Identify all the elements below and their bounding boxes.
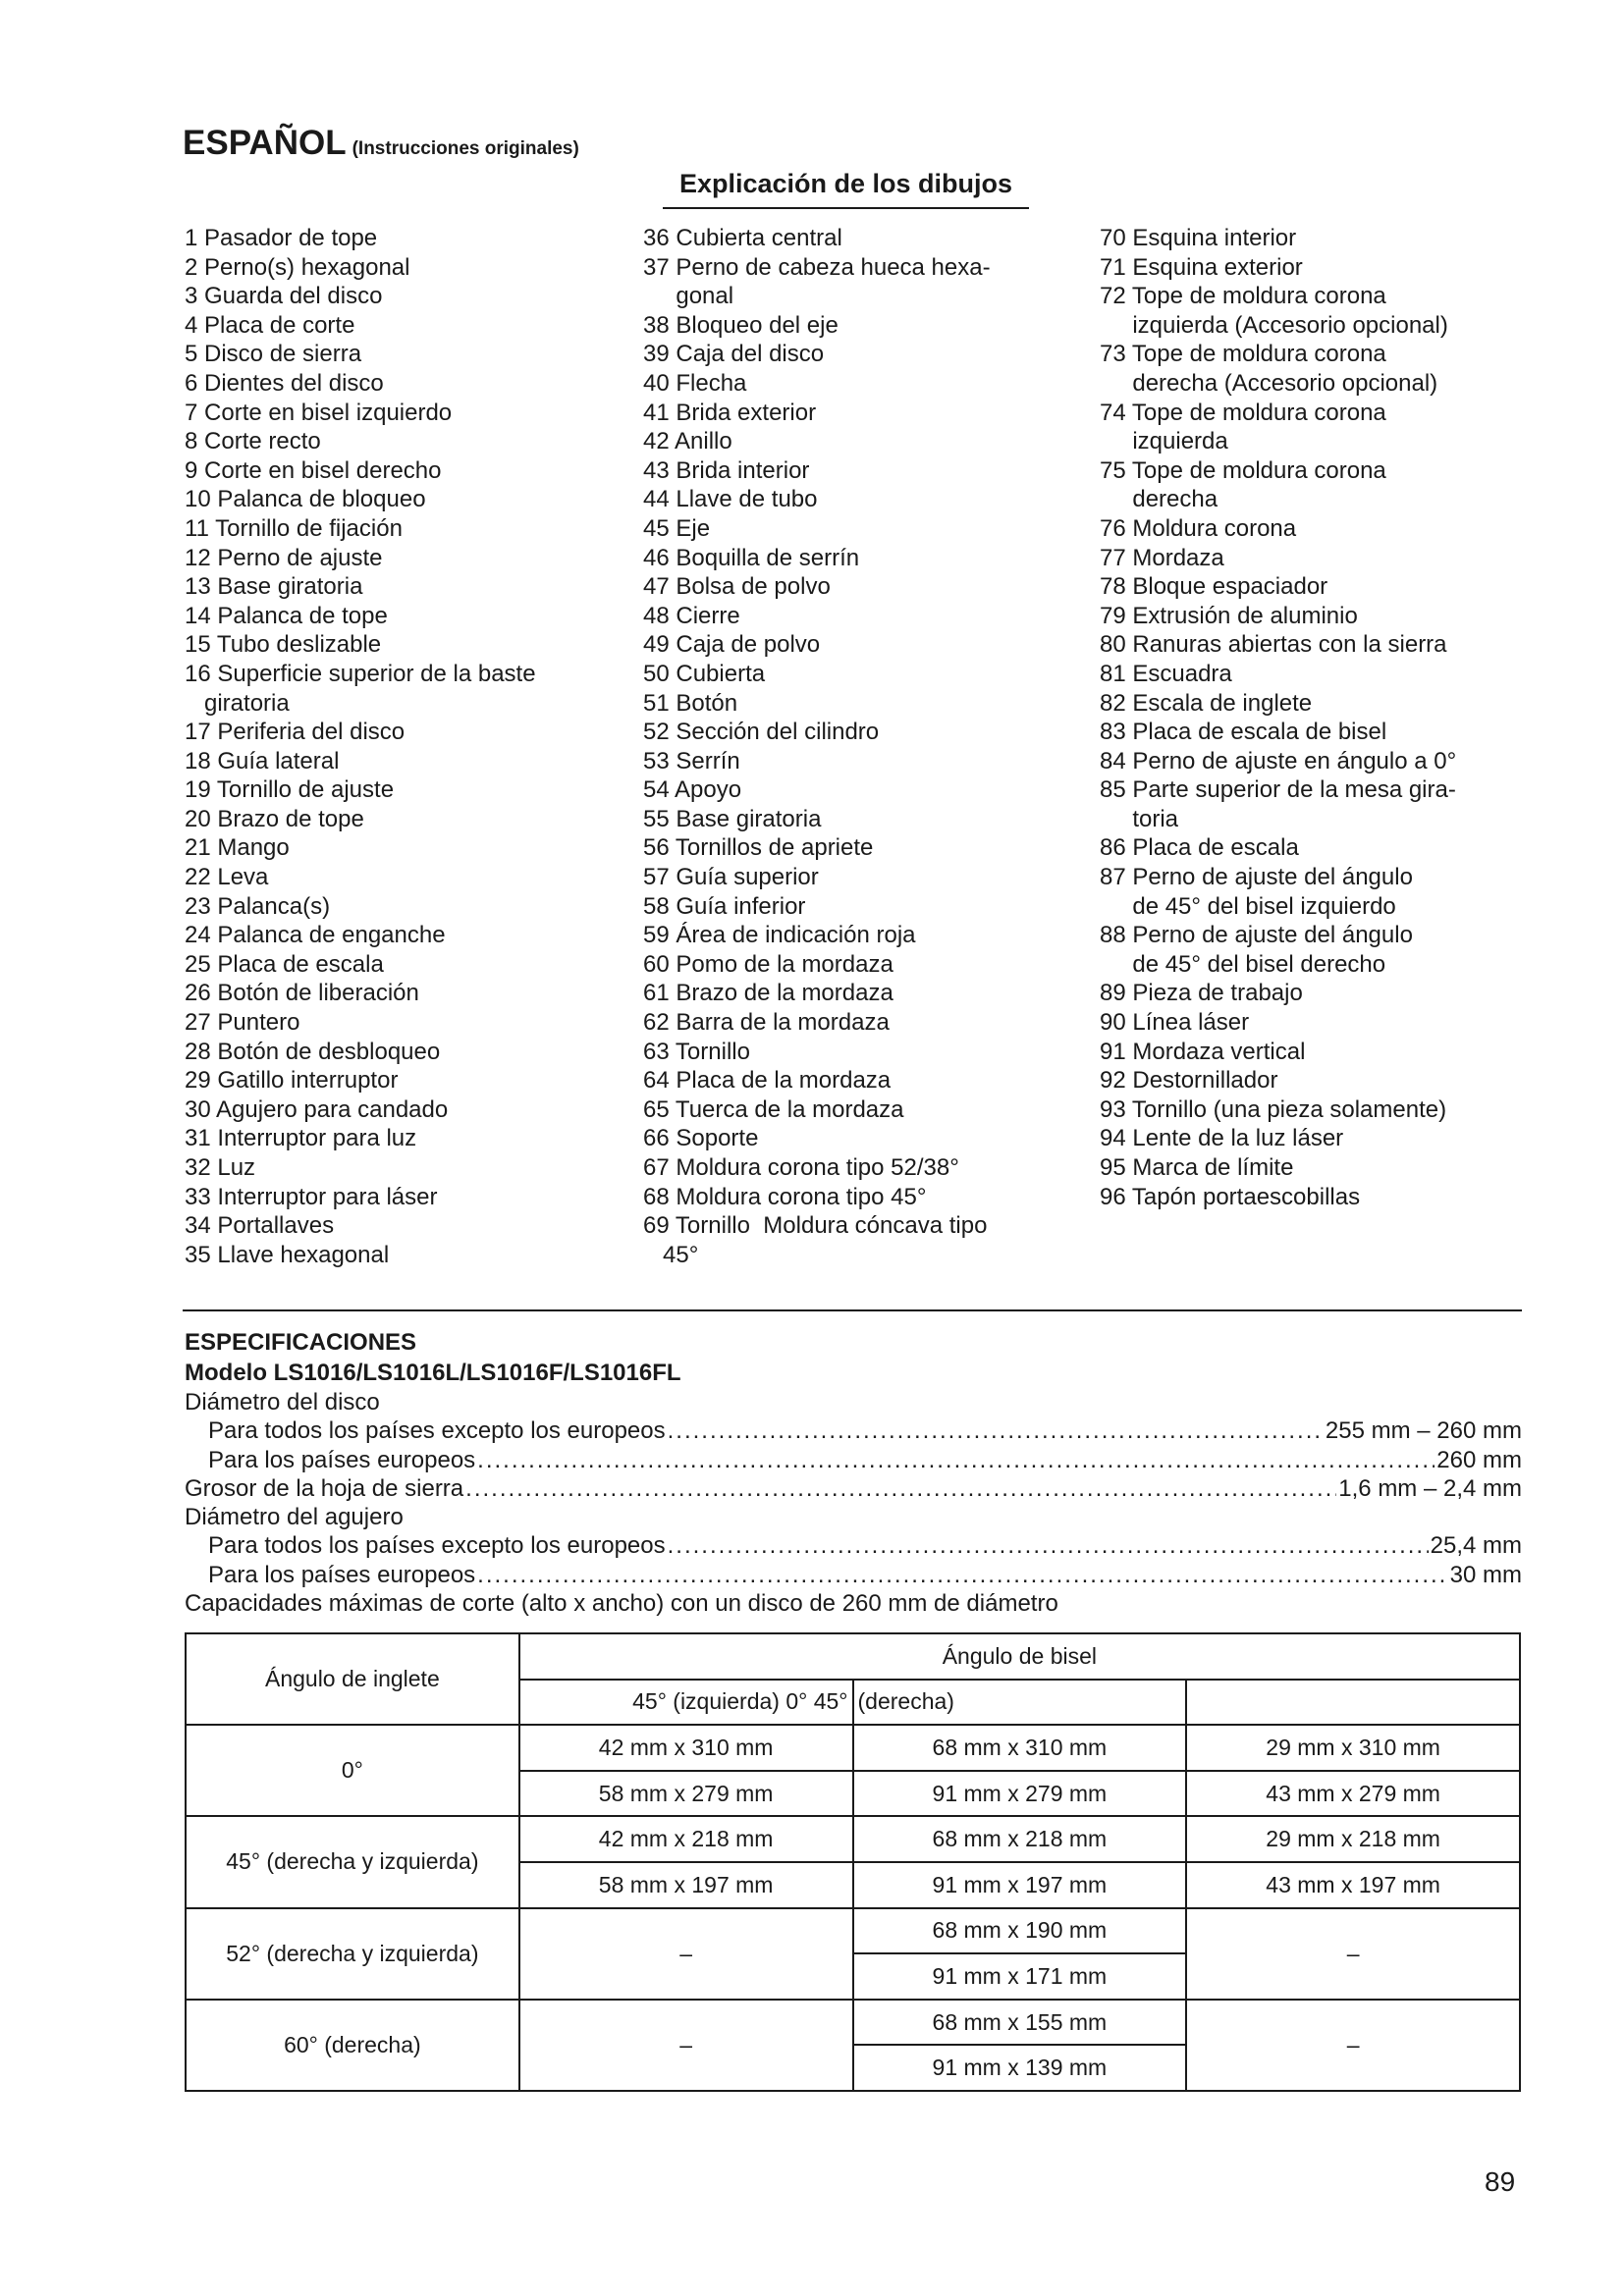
legend-item: 91 Mordaza vertical [1100, 1038, 1306, 1065]
legend-item: 65 Tuerca de la mordaza [643, 1095, 904, 1123]
miter-angle: 60° (derecha) [186, 2000, 519, 2091]
miter-angle: 45° (derecha y izquierda) [186, 1816, 519, 1907]
table-cell: 68 mm x 310 mm [853, 1725, 1187, 1771]
legend-item: 3 Guarda del disco [185, 283, 383, 310]
legend-item: 6 Dientes del disco [185, 369, 384, 397]
spec-label: Para todos los países excepto los europeos [208, 1532, 666, 1560]
legend-item: 38 Bloqueo del eje [643, 311, 839, 339]
spec-label: Para los países europeos [208, 1446, 476, 1473]
legend-item: 90 Línea láser [1100, 1009, 1250, 1037]
legend-item: 73 Tope de moldura corona [1100, 341, 1386, 368]
legend-item: 40 Flecha [643, 369, 747, 397]
legend-item: 33 Interruptor para láser [185, 1183, 438, 1210]
miter-angle: 0° [186, 1725, 519, 1816]
table-cell: 91 mm x 139 mm [853, 2045, 1187, 2091]
spec-value: 255 mm – 260 mm [1325, 1417, 1522, 1445]
legend-item: 83 Placa de escala de bisel [1100, 719, 1387, 746]
table-cell: 68 mm x 218 mm [853, 1816, 1187, 1862]
legend-item: 74 Tope de moldura corona [1100, 399, 1386, 426]
bevel-header: Ángulo de bisel [519, 1633, 1520, 1680]
legend-item: 1 Pasador de tope [185, 225, 378, 251]
legend-item: 15 Tubo deslizable [185, 631, 382, 659]
legend-item: 55 Base giratoria [643, 805, 822, 832]
legend-item: 4 Placa de corte [185, 311, 355, 339]
legend-item: 81 Escuadra [1100, 660, 1232, 687]
spec-value: 260 mm [1436, 1446, 1522, 1473]
hole-diameter-label: Diámetro del agujero [185, 1504, 404, 1531]
legend-item: 68 Moldura corona tipo 45° [643, 1183, 927, 1210]
legend-item: 9 Corte en bisel derecho [185, 456, 442, 484]
page-number: 89 [1485, 2166, 1516, 2197]
bevel-subheader-empty [1186, 1680, 1520, 1726]
legend-item: 80 Ranuras abiertas con la sierra [1100, 631, 1447, 659]
legend-item: 11 Tornillo de fijación [185, 514, 403, 542]
spec-row [185, 1531, 1522, 1560]
table-cell: 91 mm x 197 mm [853, 1862, 1187, 1908]
bevel-subheader-b: (derecha) [853, 1680, 1187, 1726]
legend-item: 57 Guía superior [643, 864, 819, 891]
language-title: ESPAÑOL [183, 124, 347, 162]
spec-row [185, 1416, 1522, 1445]
legend-item: 25 Placa de escala [185, 950, 384, 978]
legend-item: 13 Base giratoria [185, 573, 363, 601]
specs-model: Modelo LS1016/LS1016L/LS1016F/LS1016FL [185, 1360, 681, 1386]
legend-item: 5 Disco de sierra [185, 341, 362, 368]
legend-item: giratoria [185, 689, 290, 717]
legend-item: 47 Bolsa de polvo [643, 573, 831, 601]
table-cell: 58 mm x 197 mm [519, 1862, 853, 1908]
legend-item: 28 Botón de desbloqueo [185, 1038, 441, 1065]
legend-item: 76 Moldura corona [1100, 514, 1297, 542]
legend-item: 93 Tornillo (una pieza solamente) [1100, 1095, 1447, 1123]
legend-item: 86 Placa de escala [1100, 834, 1299, 862]
legend-item: 59 Área de indicación roja [643, 922, 916, 949]
legend-item: 24 Palanca de enganche [185, 922, 446, 949]
table-cell: 91 mm x 279 mm [853, 1771, 1187, 1817]
spec-label: Grosor de la hoja de sierra [185, 1474, 464, 1502]
legend-item: 42 Anillo [643, 428, 732, 455]
legend-item: 20 Brazo de tope [185, 805, 364, 832]
table-cell: 29 mm x 310 mm [1186, 1725, 1520, 1771]
legend-item: 7 Corte en bisel izquierdo [185, 399, 453, 426]
capacities-label: Capacidades máximas de corte (alto x ancho) con un disco de 260 mm de diámetro [185, 1590, 1058, 1618]
table-cell: 91 mm x 171 mm [853, 1953, 1187, 2000]
legend-item: de 45° del bisel derecho [1100, 950, 1386, 978]
legend-item: 62 Barra de la mordaza [643, 1009, 890, 1037]
legend-item: 94 Lente de la luz láser [1100, 1125, 1344, 1152]
table-cell: 68 mm x 190 mm [853, 1908, 1187, 1954]
legend-item: 37 Perno de cabeza hueca hexa- [643, 253, 991, 281]
legend-item: 23 Palanca(s) [185, 892, 331, 920]
legend-item: 82 Escala de inglete [1100, 689, 1313, 717]
legend-item: 72 Tope de moldura corona [1100, 283, 1386, 310]
legend-item: 61 Brazo de la mordaza [643, 980, 893, 1007]
legend-item: 32 Luz [185, 1154, 256, 1181]
legend-item: 56 Tornillos de apriete [643, 834, 874, 862]
legend-item: 30 Agujero para candado [185, 1095, 449, 1123]
legend-item: 27 Puntero [185, 1009, 300, 1037]
legend-item: de 45° del bisel izquierdo [1100, 892, 1396, 920]
legend-item: 95 Marca de límite [1100, 1154, 1294, 1181]
bevel-subheader-a: 45° (izquierda) 0° 45° [519, 1680, 853, 1726]
legend-item: 67 Moldura corona tipo 52/38° [643, 1154, 959, 1181]
legend-item: 36 Cubierta central [643, 225, 842, 251]
table-cell: 43 mm x 197 mm [1186, 1862, 1520, 1908]
legend-item: 39 Caja del disco [643, 341, 825, 368]
legend-item: 21 Mango [185, 834, 290, 862]
table-cell: – [519, 2000, 853, 2091]
legend-item: 35 Llave hexagonal [185, 1241, 390, 1268]
legend-column-2 [643, 224, 1075, 1269]
legend-item: 84 Perno de ajuste en ángulo a 0° [1100, 747, 1457, 774]
legend-item: 45 Eje [643, 514, 711, 542]
spec-row [185, 1446, 1522, 1474]
miter-header: Ángulo de inglete [186, 1633, 519, 1725]
legend-item: 85 Parte superior de la mesa gira- [1100, 776, 1456, 804]
legend-item: 44 Llave de tubo [643, 486, 818, 513]
table-cell: – [1186, 2000, 1520, 2091]
legend-item: 22 Leva [185, 864, 269, 891]
legend-column-3 [1100, 224, 1532, 1211]
legend-item: 49 Caja de polvo [643, 631, 821, 659]
legend-item: 75 Tope de moldura corona [1100, 456, 1386, 484]
legend-item: 17 Periferia del disco [185, 719, 406, 746]
legend-item: 26 Botón de liberación [185, 980, 419, 1007]
spec-label: Para todos los países excepto los europeos [208, 1417, 666, 1445]
specs-title: ESPECIFICACIONES [185, 1329, 417, 1356]
spec-row [185, 1561, 1522, 1589]
blade-diameter-label: Diámetro del disco [185, 1389, 380, 1415]
table-cell: – [519, 1908, 853, 2000]
table-cell: 29 mm x 218 mm [1186, 1816, 1520, 1862]
language-header [183, 124, 579, 163]
capacity-table [185, 1632, 1521, 2092]
legend-item: 66 Soporte [643, 1125, 759, 1152]
legend-item: 70 Esquina interior [1100, 225, 1297, 251]
legend-item: derecha [1100, 486, 1218, 513]
legend-item: 29 Gatillo interruptor [185, 1067, 399, 1095]
miter-angle: 52° (derecha y izquierda) [186, 1908, 519, 2000]
legend-item: 71 Esquina exterior [1100, 253, 1303, 281]
spec-label: Para los países europeos [208, 1561, 476, 1588]
legend-item: 77 Mordaza [1100, 544, 1224, 571]
legend-item: 58 Guía inferior [643, 892, 806, 920]
legend-item: derecha (Accesorio opcional) [1100, 369, 1438, 397]
spec-value: 1,6 mm – 2,4 mm [1338, 1474, 1522, 1502]
table-cell: 42 mm x 218 mm [519, 1816, 853, 1862]
legend-item: 10 Palanca de bloqueo [185, 486, 426, 513]
legend-item: 48 Cierre [643, 602, 740, 629]
legend-item: 63 Tornillo [643, 1038, 750, 1065]
legend-item: 41 Brida exterior [643, 399, 817, 426]
section-title: Explicación de los dibujos [663, 169, 1029, 209]
spec-value: 30 mm [1449, 1561, 1522, 1588]
legend-item: 54 Apoyo [643, 776, 742, 804]
table-cell: 58 mm x 279 mm [519, 1771, 853, 1817]
legend-item: gonal [643, 283, 734, 310]
legend-item: 51 Botón [643, 689, 738, 717]
legend-item: 43 Brida interior [643, 456, 810, 484]
legend-item: 88 Perno de ajuste del ángulo [1100, 922, 1413, 949]
legend-item: 87 Perno de ajuste del ángulo [1100, 864, 1413, 891]
legend-item: 46 Boquilla de serrín [643, 544, 860, 571]
legend-item: 52 Sección del cilindro [643, 719, 880, 746]
legend-item: 69 Tornillo Moldura cóncava tipo [643, 1212, 988, 1240]
legend-item: 2 Perno(s) hexagonal [185, 253, 410, 281]
legend-item: 14 Palanca de tope [185, 602, 388, 629]
legend-item: 60 Pomo de la mordaza [643, 950, 893, 978]
table-cell: 43 mm x 279 mm [1186, 1771, 1520, 1817]
legend-item: 34 Portallaves [185, 1212, 335, 1240]
legend-item: 78 Bloque espaciador [1100, 573, 1328, 601]
legend-item: 19 Tornillo de ajuste [185, 776, 395, 804]
divider [183, 1309, 1522, 1311]
legend-item: 18 Guía lateral [185, 747, 340, 774]
table-cell: 68 mm x 155 mm [853, 2000, 1187, 2046]
legend-item: 92 Destornillador [1100, 1067, 1278, 1095]
table-cell: 42 mm x 310 mm [519, 1725, 853, 1771]
legend-item: 31 Interruptor para luz [185, 1125, 417, 1152]
legend-item: 89 Pieza de trabajo [1100, 980, 1303, 1007]
legend-item: 16 Superficie superior de la baste [185, 660, 536, 687]
legend-item: 64 Placa de la mordaza [643, 1067, 892, 1095]
spec-row [185, 1474, 1522, 1503]
table-cell: – [1186, 1908, 1520, 2000]
legend-item: izquierda (Accesorio opcional) [1100, 311, 1448, 339]
legend-item: 96 Tapón portaescobillas [1100, 1183, 1361, 1210]
legend-item: toria [1100, 805, 1179, 832]
legend-item: 79 Extrusión de aluminio [1100, 602, 1358, 629]
legend-item: 12 Perno de ajuste [185, 544, 383, 571]
legend-item: 53 Serrín [643, 747, 740, 774]
legend-item: 45° [643, 1241, 699, 1268]
legend-item: 8 Corte recto [185, 428, 321, 455]
spec-value: 25,4 mm [1430, 1532, 1522, 1560]
legend-item: izquierda [1100, 428, 1228, 455]
legend-column-1 [185, 224, 617, 1269]
specifications [185, 1327, 1522, 1618]
language-subtitle: (Instrucciones originales) [352, 138, 579, 159]
legend-item: 50 Cubierta [643, 660, 766, 687]
